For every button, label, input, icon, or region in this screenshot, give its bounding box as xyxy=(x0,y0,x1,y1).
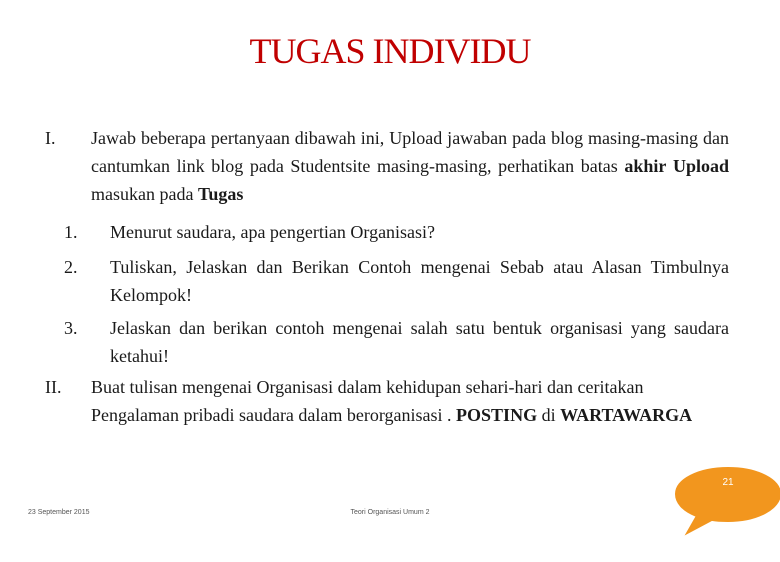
section-2-line2-text: Pengalaman pribadi saudara dalam berorganisasi . xyxy=(91,405,457,425)
section-1-bold-akhir: akhir xyxy=(624,156,667,176)
section-2-marker: II. xyxy=(45,377,62,397)
question-1-marker: 1. xyxy=(64,222,78,242)
section-1-text-part2: masukan pada xyxy=(91,184,198,204)
slide-title: TUGAS INDIVIDU xyxy=(249,31,531,71)
section-1-marker: I. xyxy=(45,128,56,148)
section-1-text-part1: Jawab beberapa pertanyaan dibawah ini, Upload jawaban pada blog masing-masing dan cantumkan link blog pada Studentsite masing-masing, perhatikan batas xyxy=(91,128,729,176)
page-number: 21 xyxy=(722,477,734,488)
footer-date: 23 September 2015 xyxy=(28,509,90,516)
question-2-text: Tuliskan, Jelaskan dan Berikan Contoh mengenai Sebab atau Alasan Timbulnya Kelompok! xyxy=(110,257,729,305)
section-2-bold-posting: POSTING xyxy=(456,405,538,425)
section-2-bold-wartawarga: WARTAWARGA xyxy=(560,405,693,425)
section-2-text xyxy=(91,373,731,429)
section-1-text xyxy=(91,124,729,208)
section-1-bold-upload: Upload xyxy=(672,156,729,176)
section-2-line2 xyxy=(91,401,731,429)
section-1-bold-tugas: Tugas xyxy=(197,184,244,204)
section-2-line1: Buat tulisan mengenai Organisasi dalam kehidupan sehari-hari dan ceritakan xyxy=(91,377,644,397)
footer-course: Teori Organisasi Umum 2 xyxy=(350,509,430,516)
question-3-text: Jelaskan dan berikan contoh mengenai salah satu bentuk organisasi yang saudara ketahui! xyxy=(110,318,729,366)
question-1-text: Menurut saudara, apa pengertian Organisasi? xyxy=(110,222,436,242)
question-3-marker: 3. xyxy=(64,318,78,338)
section-2-mid: di xyxy=(537,405,561,425)
question-2-marker: 2. xyxy=(64,257,78,277)
